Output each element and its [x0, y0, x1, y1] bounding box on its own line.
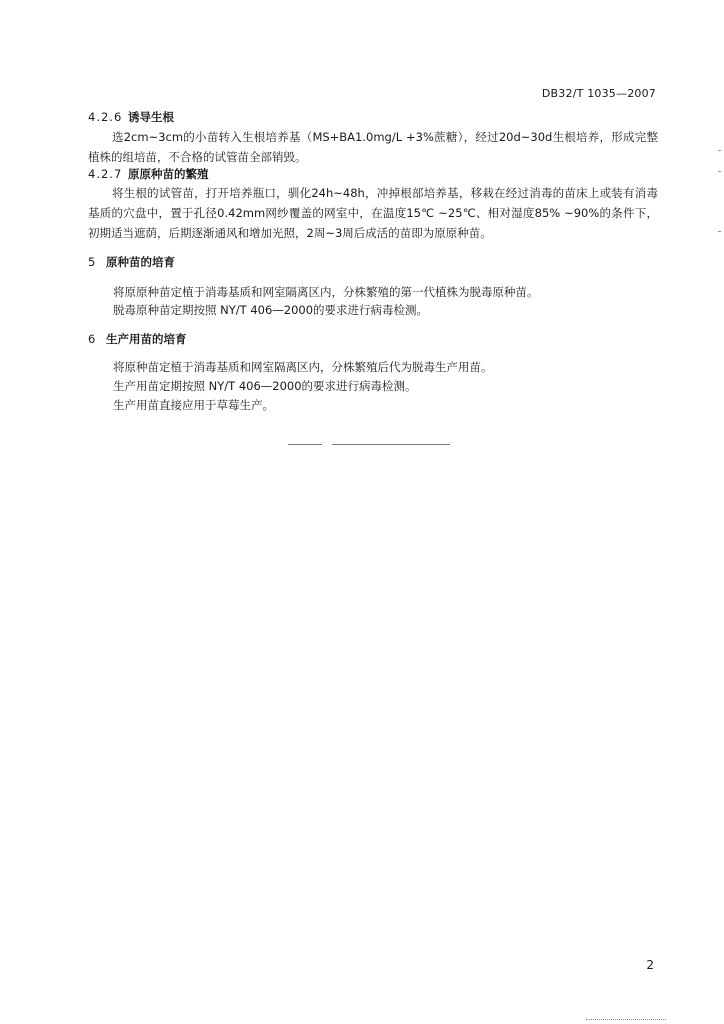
paragraph-5-line-2: 脱毒原种苗定期按照 NY/T 406—2000的要求进行病毒检测。: [113, 303, 429, 317]
section-number: 4.2.7: [88, 167, 123, 181]
paragraph-4-2-6: 选2cm~3cm的小苗转入生根培养基（MS+BA1.0mg/L +3%蔗糖），经过20d~30d生根培养，形成完整植株的组培苗，不合格的试管苗全部销毁。: [88, 130, 658, 164]
section-heading-5: [88, 254, 175, 270]
section-title: 生产用苗的培育: [106, 332, 187, 346]
paragraph-4-2-7: 将生根的试管苗，打开培养瓶口，驯化24h~48h，冲掉根部培养基，移栽在经过消毒的苗床上或装有消毒基质的穴盘中，置于孔径0.42mm网纱覆盖的网室中，在温度15℃ ~25℃、相对湿度85% ~90%的条件下，初期适当遮荫，后期逐渐通风和增加光照，2周~3周后成活的苗即为原原种苗。: [88, 186, 658, 240]
paragraph-6-line-2: 生产用苗定期按照 NY/T 406—2000的要求进行病毒检测。: [113, 379, 417, 393]
section-heading-4-2-6: [88, 109, 174, 125]
page-number: 2: [646, 958, 654, 972]
paragraph-6-line-1: 将原种苗定植于消毒基质和网室隔离区内，分株繁殖后代为脱毒生产用苗。: [113, 360, 493, 374]
standard-code: DB32/T 1035—2007: [541, 87, 656, 100]
section-title: 原种苗的培育: [106, 255, 175, 269]
section-heading-4-2-7: [88, 166, 209, 182]
section-number: 5: [88, 255, 97, 269]
section-title: 诱导生根: [128, 110, 174, 124]
section-heading-6: [88, 331, 187, 347]
paragraph-5-line-1: 将原原种苗定植于消毒基质和网室隔离区内，分株繁殖的第一代植株为脱毒原种苗。: [113, 285, 539, 299]
end-separator-short: [288, 444, 322, 445]
end-separator-long: [332, 444, 450, 445]
section-number: 6: [88, 332, 97, 346]
scan-smudge: [586, 1019, 666, 1022]
section-title: 原原种苗的繁殖: [128, 167, 209, 181]
section-number: 4.2.6: [88, 110, 123, 124]
scan-mark: [718, 231, 721, 232]
scan-mark: [718, 150, 721, 151]
scan-mark: [718, 171, 721, 172]
paragraph-6-line-3: 生产用苗直接应用于草莓生产。: [113, 398, 274, 412]
